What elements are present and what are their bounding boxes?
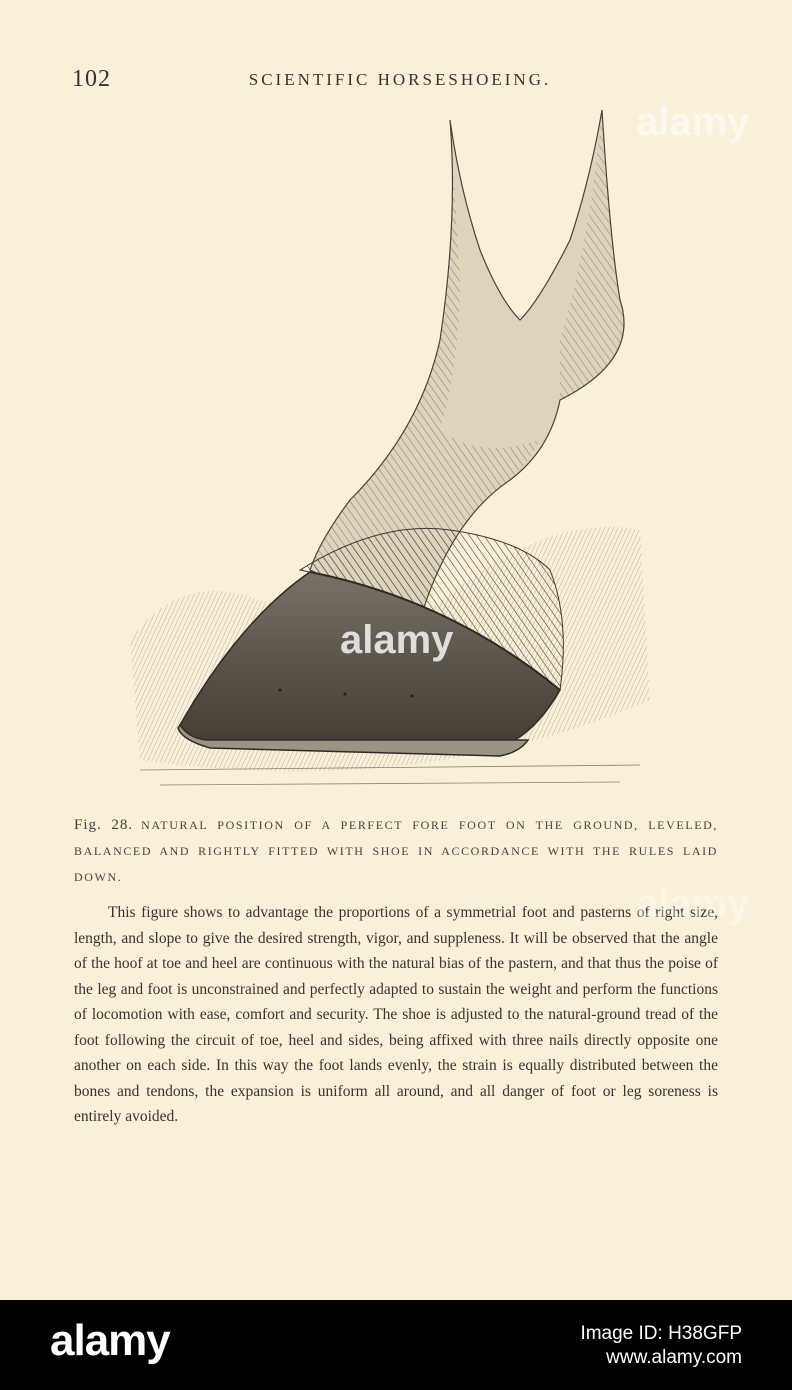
- alamy-logo: alamy: [50, 1316, 170, 1365]
- hoof-illustration: [120, 100, 660, 800]
- page-header: [70, 66, 730, 96]
- site-url[interactable]: www.alamy.com: [606, 1347, 742, 1368]
- figure-caption: [74, 812, 718, 890]
- image-id: Image ID: H38GFP: [580, 1323, 742, 1344]
- watermark-top: alamy: [636, 100, 750, 144]
- caption-text: NATURAL POSITION OF A PERFECT FORE FOOT ON THE GROUND, LEVELED, BALANCED AND RIGHTLY FITTED WITH SHOE IN ACCORDANCE WITH THE RULES LAID DOWN.: [74, 818, 718, 884]
- running-title: SCIENTIFIC HORSESHOEING.: [248, 70, 552, 89]
- page-number: 102: [72, 66, 111, 92]
- watermark-text-area: alamy: [636, 882, 750, 926]
- body-paragraph: This figure shows to advantage the proportions of a symmetrial foot and pasterns of right size, length, and slope to give the desired strength, vigor, and suppleness. It will be observed that the angle of the hoof at toe and heel are continuous with the natural bias of the pastern, and that thus the poise of the leg and foot is unconstrained and perfectly adapted to sustain the weight and perform the functions of locomotion with ease, comfort and security. The shoe is adjusted to the natural-ground tread of the foot following the circuit of toe, heel and sides, being affixed with three nails directly opposite one another on each side. In this way the foot lands evenly, the strain is equally distributed between the bones and tendons, the expansion is uniform all around, and all danger of foot or leg soreness is entirely avoided.: [74, 904, 718, 1125]
- figure-label: Fig. 28.: [74, 817, 134, 833]
- watermark-middle: alamy: [340, 618, 454, 662]
- stock-footer: [0, 1300, 792, 1390]
- image-info: [580, 1322, 742, 1370]
